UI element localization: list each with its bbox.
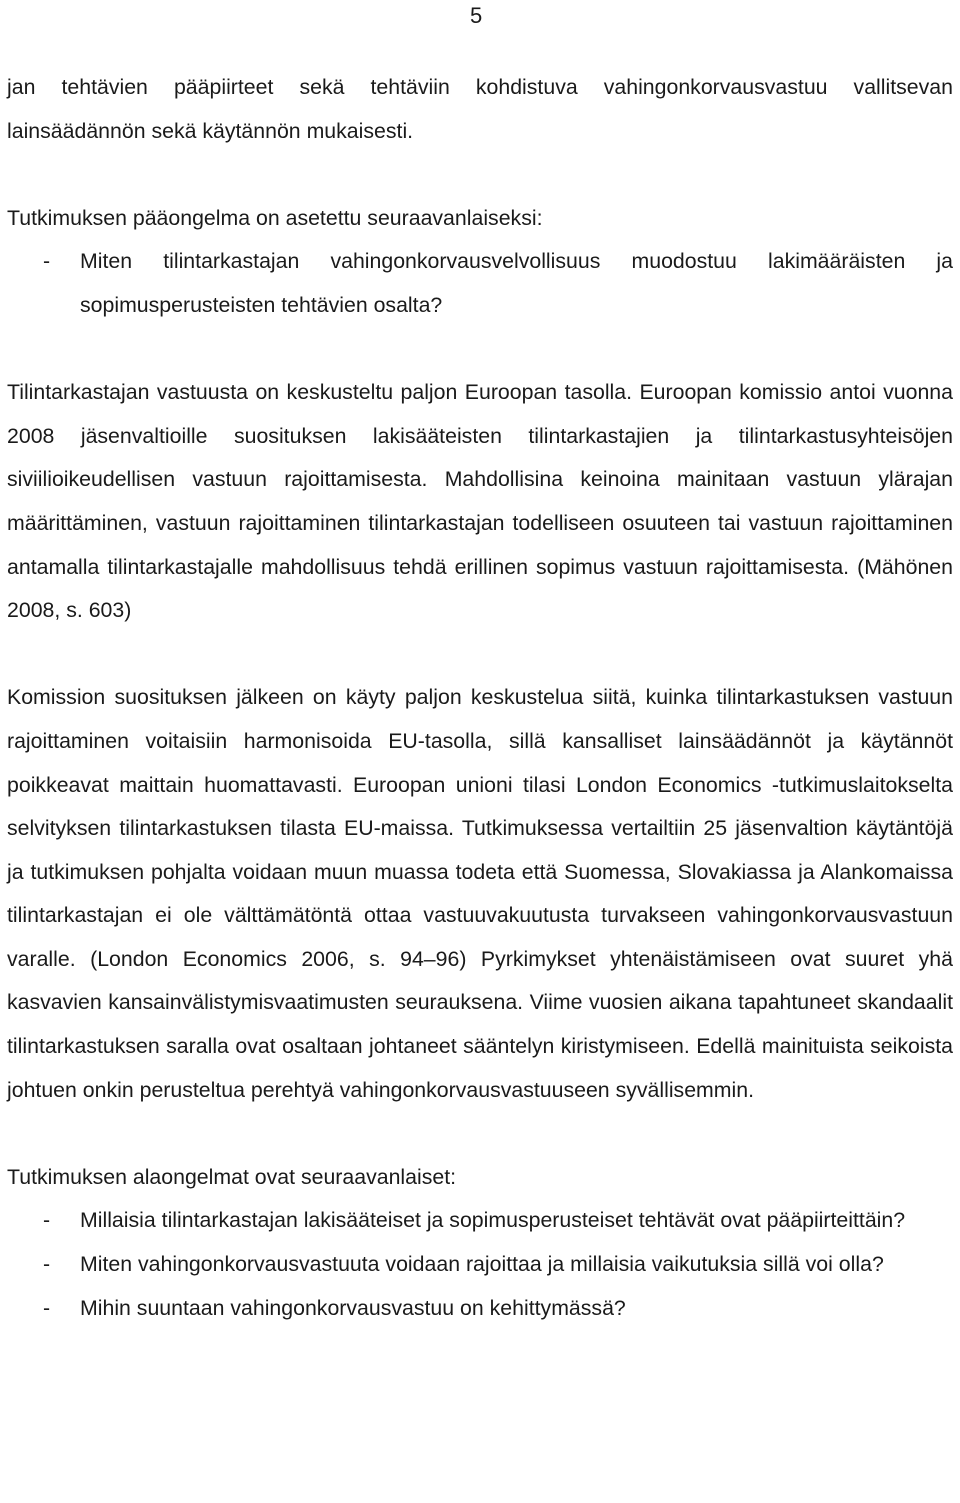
list-item [7,1287,953,1331]
list-item-text: Millaisia tilintarkastajan lakisääteiset ja sopimusperusteiset tehtävät ovat pääpiirteittäin? [80,1208,906,1233]
list-item [7,1199,953,1243]
document-body [7,66,953,1330]
list-item [7,1243,953,1287]
list-item [7,240,953,327]
paragraph-continuation: jan tehtävien pääpiirteet sekä tehtäviin kohdistuva vahingonkorvausvastuu vallitsevan lainsäädännön sekä käytännön mukaisesti. [7,75,953,143]
dash-bullet: - [43,1295,51,1320]
page-number: 5 [470,3,483,28]
main-problem-list [7,240,953,327]
dash-bullet: - [43,1208,51,1233]
list-item-text: Miten tilintarkastajan vahingonkorvausvelvollisuus muodostuu lakimääräisten ja sopimusperusteisten tehtävien osalta? [80,249,953,317]
main-problem-intro: Tutkimuksen pääongelma on asetettu seuraavanlaiseksi: [7,205,543,230]
list-item-text: Mihin suuntaan vahingonkorvausvastuu on kehittymässä? [80,1295,626,1320]
sub-problems-intro: Tutkimuksen alaongelmat ovat seuraavanlaiset: [7,1164,457,1189]
dash-bullet: - [43,1252,51,1277]
paragraph-eu-discussion: Tilintarkastajan vastuusta on keskusteltu paljon Euroopan tasolla. Euroopan komissio antoi vuonna 2008 jäsenvaltioille suosituksen lakisääteisten tilintarkastajien ja tilintarkastusyhteisöjen siviilioikeudellisen vastuun rajoittamisesta. Mahdollisina keinoina mainitaan vastuun ylärajan määrittäminen, vastuun rajoittaminen tilintarkastajan todelliseen osuuteen tai vastuun rajoittaminen antamalla tilintarkastajalle mahdollisuus tehdä erillinen sopimus vastuun rajoittamisesta. (Mähönen 2008, s. 603) [7,380,953,623]
list-item-text: Miten vahingonkorvausvastuuta voidaan rajoittaa ja millaisia vaikutuksia sillä voi olla? [80,1252,884,1277]
paragraph-commission-recommendation: Komission suosituksen jälkeen on käyty paljon keskustelua siitä, kuinka tilintarkastuksen vastuun rajoittaminen voitaisiin harmonisoida EU-tasolla, sillä kansalliset lainsäädännöt ja käytännöt poikkeavat maittain huomattavasti. Euroopan unioni tilasi London Economics -tutkimuslaitokselta selvityksen tilintarkastuksen tilasta EU-maissa. Tutkimuksessa vertailtiin 25 jäsenvaltion käytäntöjä ja tutkimuksen pohjalta voidaan muun muassa todeta että Suomessa, Slovakiassa ja Alankomaissa tilintarkastajan ei ole välttämätöntä ottaa vastuuvakuutusta turvakseen vahingonkorvausvastuun varalle. (London Economics 2006, s. 94–96) Pyrkimykset yhtenäistämiseen ovat suuret yhä kasvavien kansainvälistymisvaatimusten seurauksena. Viime vuosien aikana tapahtuneet skandaalit tilintarkastuksen saralla ovat osaltaan johtaneet sääntelyn kiristymiseen. Edellä mainituista seikoista johtuen onkin perusteltua perehtyä vahingonkorvausvastuuseen syvällisemmin. [7,685,953,1102]
sub-problem-list [7,1199,953,1330]
dash-bullet: - [43,249,51,274]
